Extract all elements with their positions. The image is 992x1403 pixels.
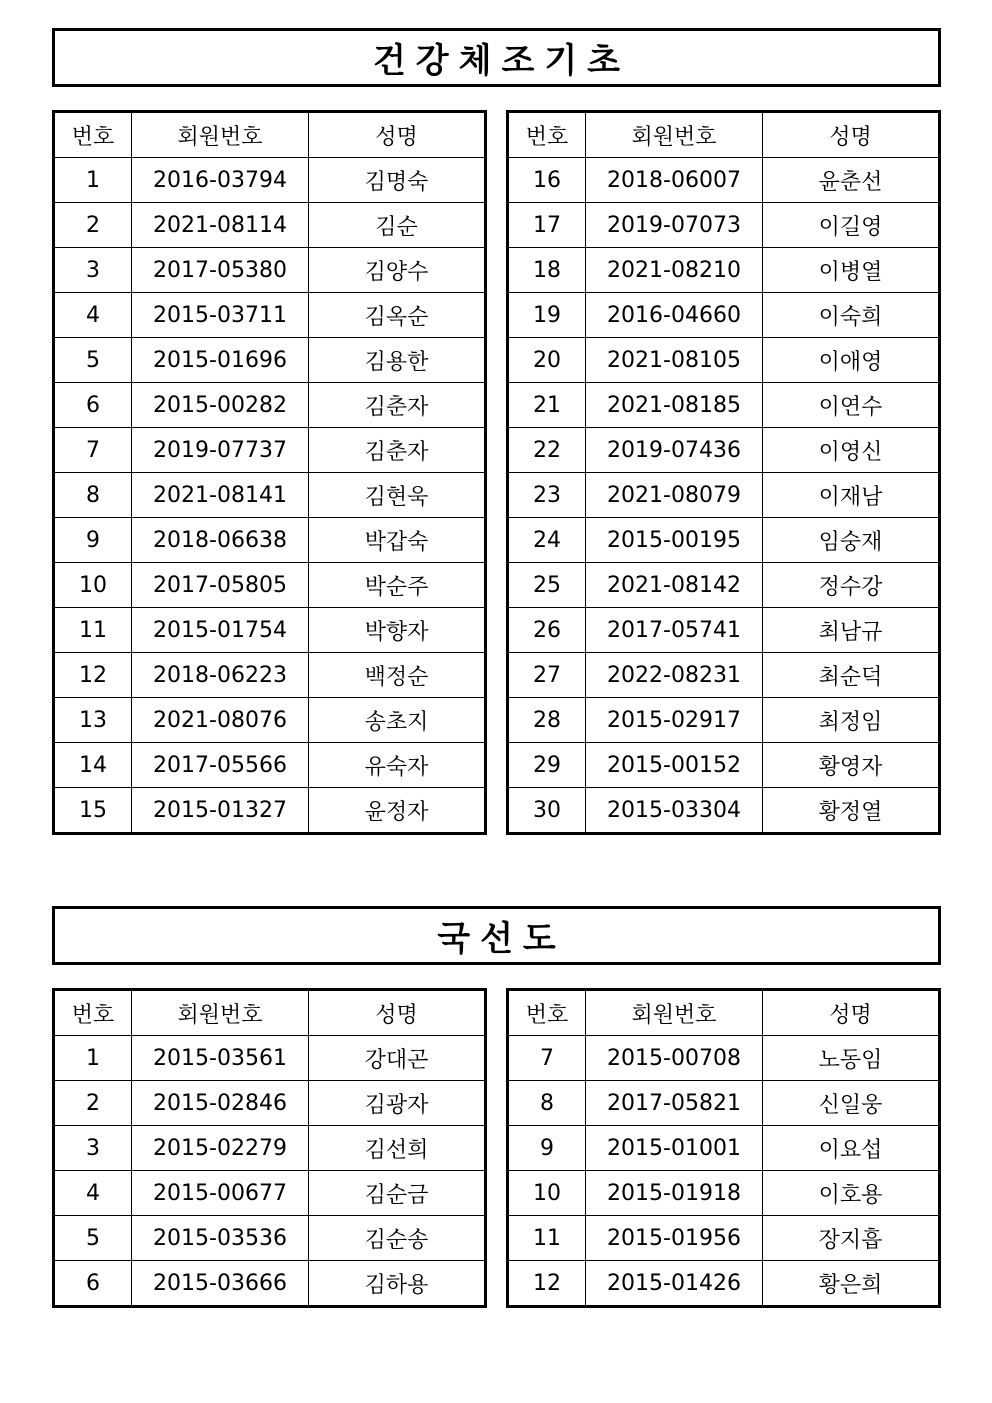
cell-name: 강대곤 — [309, 1036, 486, 1081]
cell-no: 16 — [508, 158, 586, 203]
cell-name: 최순덕 — [763, 653, 940, 698]
cell-no: 9 — [508, 1126, 586, 1171]
table-row — [508, 1216, 940, 1261]
table-row — [54, 1126, 486, 1171]
roster-table-right — [506, 110, 941, 835]
table-row — [508, 743, 940, 788]
cell-no: 29 — [508, 743, 586, 788]
cell-name: 이길영 — [763, 203, 940, 248]
cell-name: 박순주 — [309, 563, 486, 608]
cell-member-id: 2015-00195 — [586, 518, 763, 563]
cell-member-id: 2015-03666 — [132, 1261, 309, 1307]
table-row — [54, 1261, 486, 1307]
roster-table-left — [52, 110, 487, 835]
table-row — [508, 1171, 940, 1216]
table-row — [508, 293, 940, 338]
table-row — [508, 248, 940, 293]
cell-no: 8 — [54, 473, 132, 518]
cell-no: 4 — [54, 1171, 132, 1216]
cell-no: 6 — [54, 383, 132, 428]
cell-name: 노동임 — [763, 1036, 940, 1081]
table-row — [508, 428, 940, 473]
cell-member-id: 2015-03561 — [132, 1036, 309, 1081]
header-member-id: 회원번호 — [132, 990, 309, 1036]
section-title: 건강체조기초 — [372, 41, 631, 81]
cell-member-id: 2015-01426 — [586, 1261, 763, 1307]
cell-name: 이연수 — [763, 383, 940, 428]
cell-member-id: 2017-05821 — [586, 1081, 763, 1126]
cell-name: 최정임 — [763, 698, 940, 743]
cell-name: 황은희 — [763, 1261, 940, 1307]
cell-no: 26 — [508, 608, 586, 653]
cell-no: 11 — [508, 1216, 586, 1261]
cell-name: 장지흡 — [763, 1216, 940, 1261]
cell-member-id: 2017-05805 — [132, 563, 309, 608]
section-title-box — [52, 28, 941, 87]
cell-member-id: 2019-07737 — [132, 428, 309, 473]
header-name: 성명 — [763, 990, 940, 1036]
table-row — [54, 428, 486, 473]
cell-member-id: 2021-08210 — [586, 248, 763, 293]
cell-name: 이애영 — [763, 338, 940, 383]
table-row — [54, 518, 486, 563]
table-row — [508, 158, 940, 203]
cell-no: 6 — [54, 1261, 132, 1307]
cell-name: 김명숙 — [309, 158, 486, 203]
cell-no: 2 — [54, 1081, 132, 1126]
cell-member-id: 2015-03304 — [586, 788, 763, 834]
section-title: 국선도 — [437, 919, 566, 959]
cell-name: 최남규 — [763, 608, 940, 653]
cell-name: 임숭재 — [763, 518, 940, 563]
table-row — [54, 608, 486, 653]
table-row — [54, 293, 486, 338]
cell-no: 30 — [508, 788, 586, 834]
table-row — [54, 338, 486, 383]
cell-member-id: 2015-02279 — [132, 1126, 309, 1171]
cell-no: 10 — [54, 563, 132, 608]
cell-member-id: 2021-08141 — [132, 473, 309, 518]
table-row — [54, 653, 486, 698]
header-name: 성명 — [763, 112, 940, 158]
cell-name: 김양수 — [309, 248, 486, 293]
table-row — [54, 1081, 486, 1126]
header-member-id: 회원번호 — [132, 112, 309, 158]
section-title-box — [52, 906, 941, 965]
cell-member-id: 2015-00677 — [132, 1171, 309, 1216]
cell-no: 15 — [54, 788, 132, 834]
cell-no: 9 — [54, 518, 132, 563]
cell-no: 19 — [508, 293, 586, 338]
table-row — [508, 788, 940, 834]
table-row — [54, 473, 486, 518]
cell-member-id: 2015-01001 — [586, 1126, 763, 1171]
cell-member-id: 2015-02846 — [132, 1081, 309, 1126]
cell-no: 5 — [54, 338, 132, 383]
cell-name: 김현욱 — [309, 473, 486, 518]
table-row — [508, 518, 940, 563]
cell-member-id: 2018-06007 — [586, 158, 763, 203]
cell-no: 17 — [508, 203, 586, 248]
cell-member-id: 2021-08079 — [586, 473, 763, 518]
table-row — [54, 1171, 486, 1216]
cell-name: 김순송 — [309, 1216, 486, 1261]
cell-no: 27 — [508, 653, 586, 698]
cell-member-id: 2015-01754 — [132, 608, 309, 653]
cell-name: 김옥순 — [309, 293, 486, 338]
cell-member-id: 2016-04660 — [586, 293, 763, 338]
table-row — [508, 338, 940, 383]
table-row — [54, 248, 486, 293]
cell-no: 24 — [508, 518, 586, 563]
cell-name: 김순금 — [309, 1171, 486, 1216]
cell-name: 이요섭 — [763, 1126, 940, 1171]
cell-member-id: 2019-07436 — [586, 428, 763, 473]
cell-no: 14 — [54, 743, 132, 788]
cell-name: 박향자 — [309, 608, 486, 653]
cell-no: 3 — [54, 248, 132, 293]
cell-member-id: 2015-01696 — [132, 338, 309, 383]
header-row — [54, 112, 486, 158]
table-row — [508, 203, 940, 248]
cell-member-id: 2015-01327 — [132, 788, 309, 834]
cell-no: 1 — [54, 158, 132, 203]
table-row — [54, 1036, 486, 1081]
header-no: 번호 — [508, 112, 586, 158]
cell-member-id: 2017-05566 — [132, 743, 309, 788]
table-row — [508, 1126, 940, 1171]
table-row — [508, 563, 940, 608]
table-row — [508, 473, 940, 518]
cell-name: 이영신 — [763, 428, 940, 473]
table-row — [54, 743, 486, 788]
cell-member-id: 2015-01918 — [586, 1171, 763, 1216]
cell-member-id: 2015-01956 — [586, 1216, 763, 1261]
cell-name: 이재남 — [763, 473, 940, 518]
cell-name: 이숙희 — [763, 293, 940, 338]
cell-name: 김춘자 — [309, 383, 486, 428]
cell-name: 백정순 — [309, 653, 486, 698]
cell-member-id: 2015-00708 — [586, 1036, 763, 1081]
cell-member-id: 2015-03711 — [132, 293, 309, 338]
table-row — [54, 563, 486, 608]
header-row — [54, 990, 486, 1036]
cell-member-id: 2016-03794 — [132, 158, 309, 203]
cell-no: 22 — [508, 428, 586, 473]
table-row — [508, 1081, 940, 1126]
cell-name: 송초지 — [309, 698, 486, 743]
cell-member-id: 2015-02917 — [586, 698, 763, 743]
cell-name: 김춘자 — [309, 428, 486, 473]
table-row — [54, 1216, 486, 1261]
table-row — [54, 203, 486, 248]
header-member-id: 회원번호 — [586, 112, 763, 158]
cell-name: 이병열 — [763, 248, 940, 293]
table-row — [508, 383, 940, 428]
table-row — [508, 1261, 940, 1307]
table-row — [54, 698, 486, 743]
cell-member-id: 2021-08142 — [586, 563, 763, 608]
cell-no: 13 — [54, 698, 132, 743]
cell-no: 3 — [54, 1126, 132, 1171]
cell-no: 4 — [54, 293, 132, 338]
header-name: 성명 — [309, 112, 486, 158]
cell-name: 김선희 — [309, 1126, 486, 1171]
cell-no: 11 — [54, 608, 132, 653]
cell-member-id: 2021-08105 — [586, 338, 763, 383]
table-row — [54, 788, 486, 834]
table-row — [508, 698, 940, 743]
cell-no: 2 — [54, 203, 132, 248]
cell-name: 황정열 — [763, 788, 940, 834]
cell-name: 김용한 — [309, 338, 486, 383]
cell-no: 20 — [508, 338, 586, 383]
cell-member-id: 2018-06223 — [132, 653, 309, 698]
cell-name: 황영자 — [763, 743, 940, 788]
cell-member-id: 2017-05380 — [132, 248, 309, 293]
cell-name: 김순 — [309, 203, 486, 248]
cell-member-id: 2015-00282 — [132, 383, 309, 428]
cell-member-id: 2021-08076 — [132, 698, 309, 743]
table-row — [54, 158, 486, 203]
cell-no: 10 — [508, 1171, 586, 1216]
cell-name: 이호용 — [763, 1171, 940, 1216]
header-row — [508, 112, 940, 158]
cell-name: 정수강 — [763, 563, 940, 608]
table-row — [508, 653, 940, 698]
cell-no: 7 — [54, 428, 132, 473]
table-row — [54, 383, 486, 428]
cell-no: 8 — [508, 1081, 586, 1126]
header-no: 번호 — [54, 112, 132, 158]
cell-member-id: 2018-06638 — [132, 518, 309, 563]
cell-member-id: 2015-00152 — [586, 743, 763, 788]
cell-no: 12 — [508, 1261, 586, 1307]
cell-no: 5 — [54, 1216, 132, 1261]
cell-no: 25 — [508, 563, 586, 608]
cell-member-id: 2019-07073 — [586, 203, 763, 248]
cell-name: 김하용 — [309, 1261, 486, 1307]
cell-no: 28 — [508, 698, 586, 743]
cell-member-id: 2015-03536 — [132, 1216, 309, 1261]
cell-member-id: 2017-05741 — [586, 608, 763, 653]
cell-name: 유숙자 — [309, 743, 486, 788]
roster-table-right — [506, 988, 941, 1308]
roster-table-left — [52, 988, 487, 1308]
table-row — [508, 1036, 940, 1081]
header-no: 번호 — [508, 990, 586, 1036]
header-no: 번호 — [54, 990, 132, 1036]
cell-name: 윤정자 — [309, 788, 486, 834]
header-member-id: 회원번호 — [586, 990, 763, 1036]
cell-no: 1 — [54, 1036, 132, 1081]
cell-no: 18 — [508, 248, 586, 293]
cell-name: 신일웅 — [763, 1081, 940, 1126]
cell-member-id: 2022-08231 — [586, 653, 763, 698]
cell-name: 윤춘선 — [763, 158, 940, 203]
cell-no: 21 — [508, 383, 586, 428]
cell-member-id: 2021-08114 — [132, 203, 309, 248]
header-name: 성명 — [309, 990, 486, 1036]
cell-name: 김광자 — [309, 1081, 486, 1126]
header-row — [508, 990, 940, 1036]
cell-no: 7 — [508, 1036, 586, 1081]
table-row — [508, 608, 940, 653]
cell-name: 박갑숙 — [309, 518, 486, 563]
cell-no: 23 — [508, 473, 586, 518]
cell-no: 12 — [54, 653, 132, 698]
cell-member-id: 2021-08185 — [586, 383, 763, 428]
